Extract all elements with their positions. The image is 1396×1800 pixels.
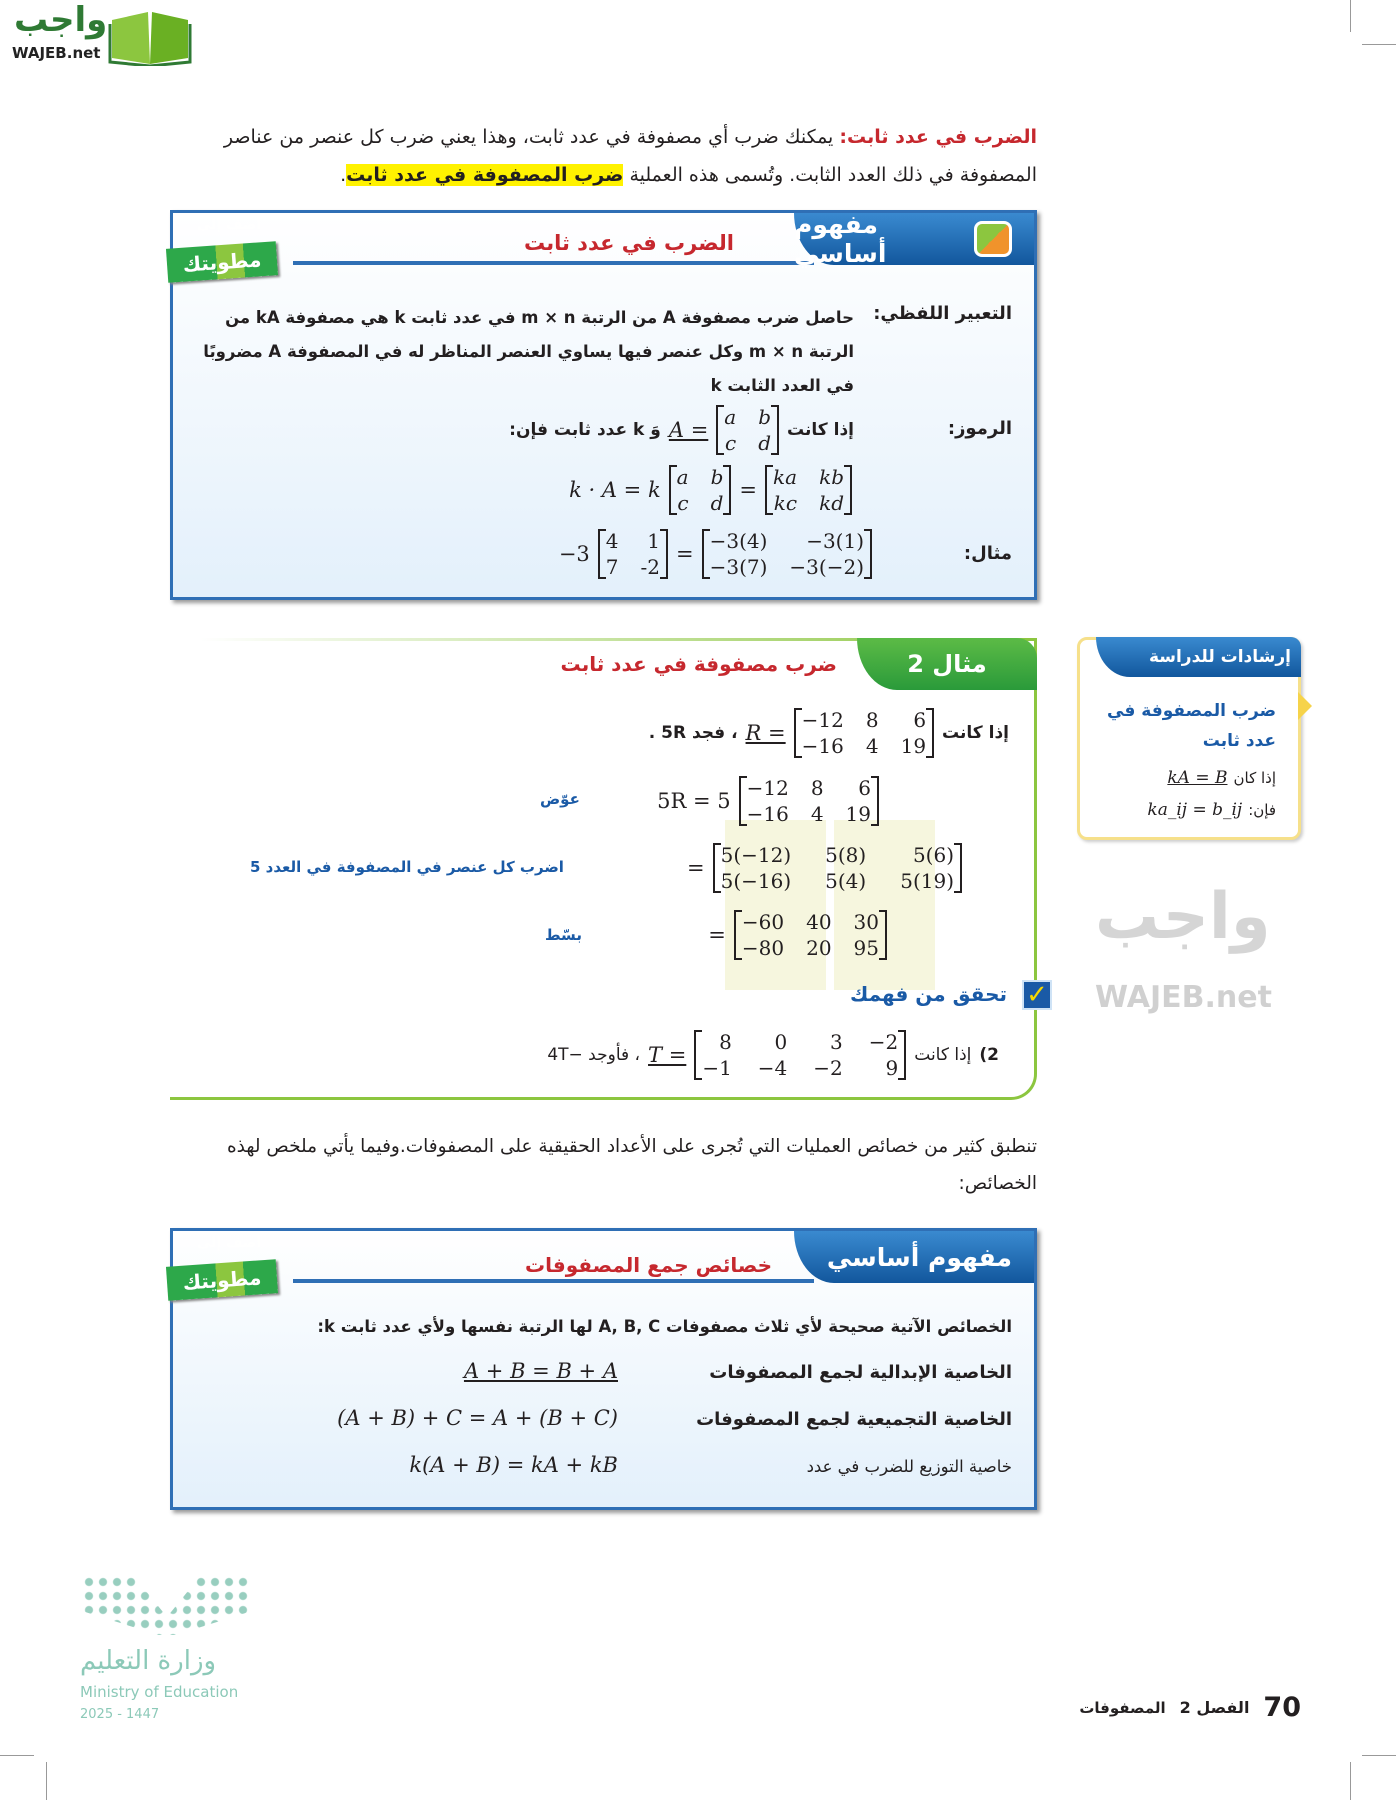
matrix-cell: c	[725, 431, 737, 455]
matrix-cell: 5(6)	[912, 843, 954, 867]
foldable-label: مطويتك	[166, 1259, 278, 1301]
wajeb-watermark	[1085, 880, 1305, 1050]
logo-text-ar: واجب	[14, 0, 108, 40]
chapter-label: الفصل 2	[1179, 1698, 1250, 1717]
step-2	[687, 843, 962, 893]
matrix-cell: 5(4)	[825, 869, 867, 893]
if-text: إذا كان	[1233, 769, 1276, 787]
concept-header	[794, 1231, 1034, 1283]
matrix-abcd	[669, 465, 732, 515]
study-tip-title: ضرب المصفوفة في عدد ثابت	[1107, 701, 1276, 751]
add-to-foldable-badge[interactable]	[167, 1233, 292, 1305]
concept-header-label: مفهوم أساسي	[826, 1242, 1012, 1272]
crop-mark	[1362, 44, 1396, 45]
symbols-row	[509, 405, 854, 455]
property-formula: (A + B) + C = A + (B + C)	[337, 1406, 618, 1430]
example-label: مثال:	[963, 543, 1012, 564]
matrix-cell: 19	[900, 734, 927, 758]
concept-header-label: مفهوم أساسي	[794, 210, 887, 268]
study-tip-header-label: إرشادات للدراسة	[1148, 647, 1291, 667]
eq-lhs: k · A = k	[569, 478, 661, 502]
concept-title: الضرب في عدد ثابت	[523, 231, 734, 255]
matrix-cell: a	[724, 405, 737, 429]
crop-mark	[46, 1762, 47, 1800]
matrix-cell: −60	[741, 910, 785, 934]
example-equals: =	[676, 542, 694, 566]
property-name: الخاصية الإبدالية لجمع المصفوفات	[709, 1362, 1012, 1383]
matrix-cell: d	[710, 491, 724, 515]
highlighted-term: ضرب المصفوفة في عدد ثابت	[346, 164, 624, 186]
question-2	[547, 1030, 999, 1080]
crop-mark	[0, 1755, 34, 1756]
intro-text: يمكنك ضرب أي مصفوفة في عدد ثابت، وهذا يعني ضرب كل عنصر من عناصر	[223, 126, 834, 148]
property-name: الخاصية التجميعية لجمع المصفوفات	[696, 1409, 1012, 1430]
matrix-cell: a	[676, 465, 689, 489]
symbols-if: إذا كانت	[787, 420, 854, 440]
matrix-cell: 4	[605, 529, 619, 553]
symbols-then: وَ k عدد ثابت فإن:	[509, 420, 661, 440]
matrix-cell: −2	[868, 1030, 899, 1054]
matrix-cell: 0	[774, 1030, 788, 1054]
ministry-name-en: Ministry of Education	[80, 1683, 239, 1701]
matrix-cell: −12	[801, 708, 844, 732]
step-1-note: عوّض	[540, 790, 580, 808]
example-tab	[857, 638, 1037, 690]
step-1	[657, 776, 879, 826]
matrix-cell: d	[758, 431, 772, 455]
intro-line-2	[167, 156, 1037, 194]
watermark-text-ar: واجب	[1095, 880, 1271, 954]
check-icon: ✓	[1022, 980, 1052, 1010]
add-to-label: أضف إلى	[197, 1235, 262, 1251]
paragraph-line-2: الخصائص:	[958, 1173, 1037, 1194]
example-tab-label: مثال 2	[907, 650, 987, 678]
matrix-cell: 6	[858, 776, 871, 800]
matrix-cell: 40	[806, 910, 832, 934]
question-find: ، فأوجد −4T	[547, 1045, 641, 1065]
matrix-T	[694, 1030, 906, 1080]
matrix-cell: −4	[757, 1056, 788, 1080]
step-1-matrix	[739, 776, 879, 826]
matrix-cell: −3(1)	[806, 529, 864, 553]
matrix-cell: −3(7)	[709, 555, 768, 579]
example-result-matrix	[702, 529, 872, 579]
matrix-cell: kd	[819, 491, 844, 515]
equation-row	[569, 465, 852, 515]
matrix-cell: −80	[741, 936, 785, 960]
study-tip-line-1	[1167, 768, 1276, 788]
question-if: إذا كانت	[914, 1045, 972, 1065]
properties-paragraph	[167, 1128, 1037, 1202]
problem-find: ، فجد 5R .	[648, 723, 738, 743]
study-tip-sidebar	[1077, 637, 1301, 840]
example-2-section	[170, 638, 1048, 1100]
matrix-cell: 20	[806, 936, 832, 960]
matrix-cell: kb	[819, 465, 844, 489]
example-title: ضرب مصفوفة في عدد ثابت	[560, 652, 837, 676]
step-2-equals: =	[687, 856, 705, 880]
crop-mark	[1350, 0, 1351, 32]
symbols-A: A =	[668, 418, 709, 442]
matrix-R	[794, 708, 934, 758]
step-3-note: بسّط	[545, 926, 582, 944]
property-name: خاصية التوزيع للضرب في عدد	[806, 1457, 1012, 1476]
matrix-cell: −1	[702, 1056, 732, 1080]
matrix-cell: 3	[830, 1030, 843, 1054]
intro-line-1	[167, 118, 1037, 156]
matrix-cell: 1	[647, 529, 660, 553]
words-label: التعبير اللفظي:	[873, 303, 1012, 324]
matrix-cell: 8	[719, 1030, 732, 1054]
words-line-2: الرتبة m × n وكل عنصر فيها يساوي العنصر المناظر له في المصفوفة A مضروبًا	[203, 342, 854, 361]
step-1-lhs: 5R = 5	[657, 789, 731, 813]
study-tip-header	[1096, 637, 1301, 677]
matrix-cell: kc	[773, 491, 798, 515]
matrix-cell: −3(−2)	[789, 555, 864, 579]
matrix-cell: 4	[810, 802, 824, 826]
period: .	[340, 164, 347, 186]
matrix-cell: b	[710, 465, 724, 489]
matrix-cell: 7	[605, 555, 619, 579]
formula: ka_ij = b_ij	[1147, 800, 1243, 820]
matrix-cell: 5(8)	[825, 843, 867, 867]
example-scalar: −3	[558, 542, 590, 566]
concept-header	[794, 210, 1034, 268]
matrix-cell: c	[677, 491, 689, 515]
intro-text: المصفوفة في ذلك العدد الثابت. وتُسمى هذه العملية	[629, 164, 1037, 186]
properties-intro: الخصائص الآتية صحيحة لأي ثلاث مصفوفات A, B, C لها الرتبة نفسها ولأي عدد ثابت k:	[317, 1317, 1012, 1336]
matrix-cell: 5(−12)	[720, 843, 792, 867]
matrix-cell: -2	[640, 555, 660, 579]
matrix-cell: 6	[913, 708, 927, 732]
pointer-arrow	[1298, 692, 1312, 720]
watermark-text-en: WAJEB.net	[1095, 980, 1272, 1015]
foldable-label: مطويتك	[166, 241, 278, 283]
property-formula: k(A + B) = kA + kB	[409, 1453, 618, 1477]
words-line-1: حاصل ضرب مصفوفة A من الرتبة m × n في عدد ثابت k هي مصفوفة kA من	[225, 308, 854, 327]
words-text	[203, 301, 854, 403]
concept-title: خصائص جمع المصفوفات	[525, 1253, 772, 1277]
crop-mark	[1350, 1762, 1351, 1800]
then-text: فإن:	[1248, 801, 1276, 819]
matrix-cell: −2	[813, 1056, 843, 1080]
ministry-year: 2025 - 1447	[80, 1707, 160, 1722]
matrix-cell: −16	[801, 734, 844, 758]
matrix-cell: −16	[746, 802, 789, 826]
matrix-cell: 95	[853, 936, 879, 960]
ministry-name-ar: وزارة التعليم	[80, 1646, 217, 1676]
chapter-title: المصفوفات	[1079, 1698, 1166, 1717]
eq-equals: =	[739, 478, 758, 502]
step-2-note: اضرب كل عنصر في المصفوفة في العدد 5	[250, 858, 564, 876]
matrix-cell: 30	[853, 910, 879, 934]
key-concept-box-matrix-addition	[170, 1228, 1037, 1510]
symbols-label: الرموز:	[947, 418, 1012, 439]
crop-mark	[1362, 1755, 1396, 1756]
concept-icon	[974, 221, 1012, 257]
matrix-cell: 4	[865, 734, 879, 758]
intro-term: الضرب في عدد ثابت:	[839, 126, 1037, 148]
page-footer	[1079, 1692, 1301, 1723]
matrix-cell: 5(−16)	[720, 869, 792, 893]
property-formula: A + B = B + A	[463, 1359, 618, 1383]
step-3	[708, 910, 887, 960]
key-concept-box-scalar-multiplication	[170, 210, 1037, 600]
matrix-cell: b	[758, 405, 772, 429]
add-to-label: أضف إلى	[197, 217, 262, 233]
matrix-k	[765, 465, 852, 515]
problem-row	[649, 708, 1009, 758]
intro-paragraph	[167, 118, 1037, 194]
formula: kA = B	[1167, 768, 1228, 788]
ministry-logo	[80, 1575, 260, 1735]
example-row	[559, 529, 872, 579]
question-T: T =	[648, 1043, 687, 1067]
matrix-cell: 8	[810, 776, 824, 800]
matrix-cell: 19	[845, 802, 871, 826]
matrix-cell: 5(19)	[900, 869, 954, 893]
page-number: 70	[1263, 1692, 1301, 1723]
example-matrix	[598, 529, 668, 579]
matrix-cell: −3(4)	[709, 529, 768, 553]
step-3-matrix	[734, 910, 887, 960]
ministry-dots-icon	[82, 1575, 252, 1635]
matrix-cell: ka	[773, 465, 798, 489]
step-2-matrix	[713, 843, 962, 893]
question-number: 2)	[979, 1045, 999, 1065]
wajeb-logo[interactable]	[8, 0, 193, 70]
matrix-cell: −12	[746, 776, 789, 800]
problem-if: إذا كانت	[942, 723, 1009, 743]
add-to-foldable-badge[interactable]	[167, 215, 292, 287]
words-line-3: في العدد الثابت k	[710, 376, 854, 395]
logo-text-en: WAJEB.net	[12, 44, 101, 62]
book-icon	[108, 8, 192, 66]
matrix-abcd	[716, 405, 779, 455]
matrix-cell: 8	[865, 708, 879, 732]
check-title: تحقق من فهمك	[850, 982, 1007, 1006]
matrix-cell: 9	[885, 1056, 899, 1080]
paragraph-line-1: تنطبق كثير من خصائص العمليات التي تُجرى على الأعداد الحقيقية على المصفوفات.وفيما يأتي ملخص لهذه	[226, 1136, 1037, 1157]
study-tip-line-2	[1147, 800, 1276, 820]
problem-R: R =	[745, 721, 786, 745]
step-3-equals: =	[708, 923, 726, 947]
